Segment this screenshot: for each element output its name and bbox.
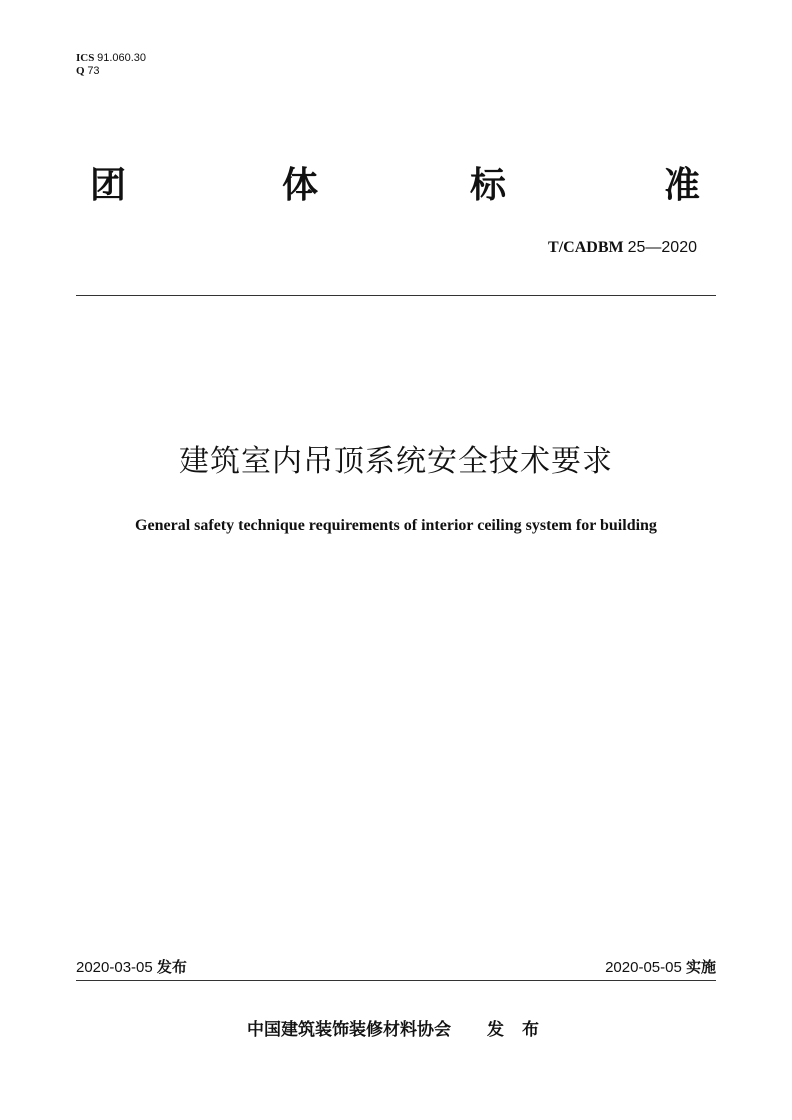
publisher-line [0,1018,792,1042]
standard-type-char-3: 标 [470,165,507,206]
issue-label: 发布 [156,958,187,976]
standard-type-heading [76,160,716,212]
document-title-chinese: 建筑室内吊顶系统安全技术要求 [179,444,613,479]
standard-type-char-2: 体 [282,165,319,206]
ccs-prefix: Q [76,65,85,77]
footer-divider [76,980,716,981]
standard-code-prefix: T/CADBM [548,239,624,256]
document-title-english: General safety technique requirements of interior ceiling system for building [135,517,657,534]
ics-code [76,52,146,65]
publisher-label: 发 布 [487,1020,545,1040]
issue-date: 2020-03-05 [76,959,153,976]
publisher-name: 中国建筑装饰装修材料协会 [247,1020,452,1040]
ics-prefix: ICS [76,52,95,64]
ccs-number: 73 [87,65,100,77]
ccs-code [76,65,146,78]
standard-type-char-4: 准 [664,165,701,206]
standard-code-number: 25—2020 [627,239,697,256]
header-divider [76,295,716,296]
issue-date-line [76,957,187,978]
standard-code [548,238,697,258]
implementation-label: 实施 [685,958,716,976]
standard-type-char-1: 团 [90,165,127,206]
ics-number: 91.060.30 [97,52,147,64]
implementation-date: 2020-05-05 [605,959,682,976]
implementation-date-line [605,957,716,978]
classification-codes [76,52,146,78]
